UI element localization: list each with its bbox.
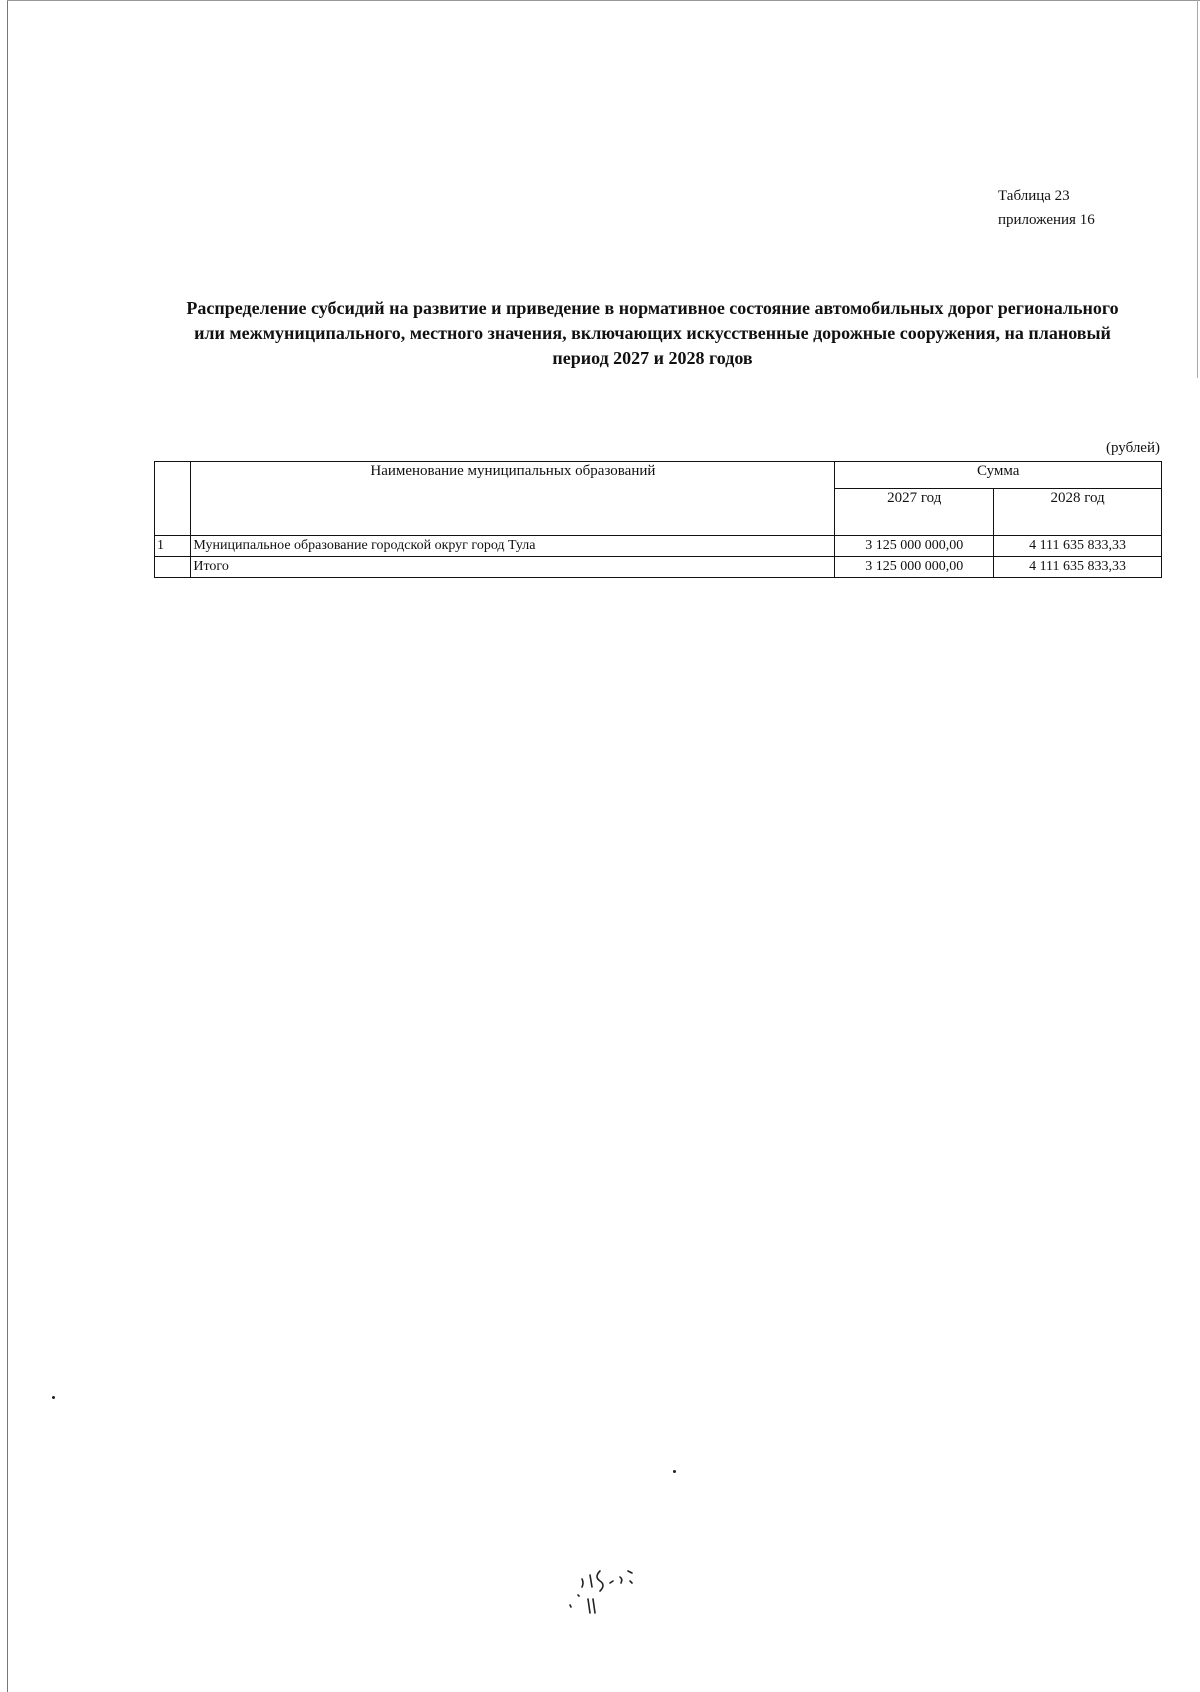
units-label: (рублей) [1105,440,1160,456]
row-value-2028: 4 111 635 833,33 [994,536,1162,557]
document-title: Распределение субсидий на развитие и приведение в нормативное состояние автомобильных дорог регионального или межмуниципального, местного значения, включающих искусственные дорожные сооружения, на плановый период 2027 и 2028 годов [186,298,1119,368]
table-total-row [155,557,1162,578]
scan-speck [52,1396,55,1399]
header-number [155,462,191,536]
table-reference [998,184,1095,232]
subsidy-table [154,461,1162,578]
total-label: Итого [191,557,835,578]
handwritten-mark [560,1565,670,1645]
row-municipality-name: Муниципальное образование городской округ город Тула [191,536,835,557]
header-municipality-name: Наименование муниципальных образований [191,462,835,536]
scan-speck [673,1470,676,1473]
total-value-2028: 4 111 635 833,33 [994,557,1162,578]
page-edge-left [7,0,8,1692]
page-edge-right [1197,0,1198,378]
total-value-2027: 3 125 000 000,00 [835,557,994,578]
header-year-2028: 2028 год [994,489,1162,536]
row-number: 1 [155,536,191,557]
header-year-2027: 2027 год [835,489,994,536]
table-header-row [155,462,1162,489]
header-sum: Сумма [835,462,1162,489]
appendix-number: приложения 16 [998,212,1095,228]
row-value-2027: 3 125 000 000,00 [835,536,994,557]
page-edge-top [7,0,1200,1]
table-row [155,536,1162,557]
table-number: Таблица 23 [998,188,1070,204]
total-number [155,557,191,578]
